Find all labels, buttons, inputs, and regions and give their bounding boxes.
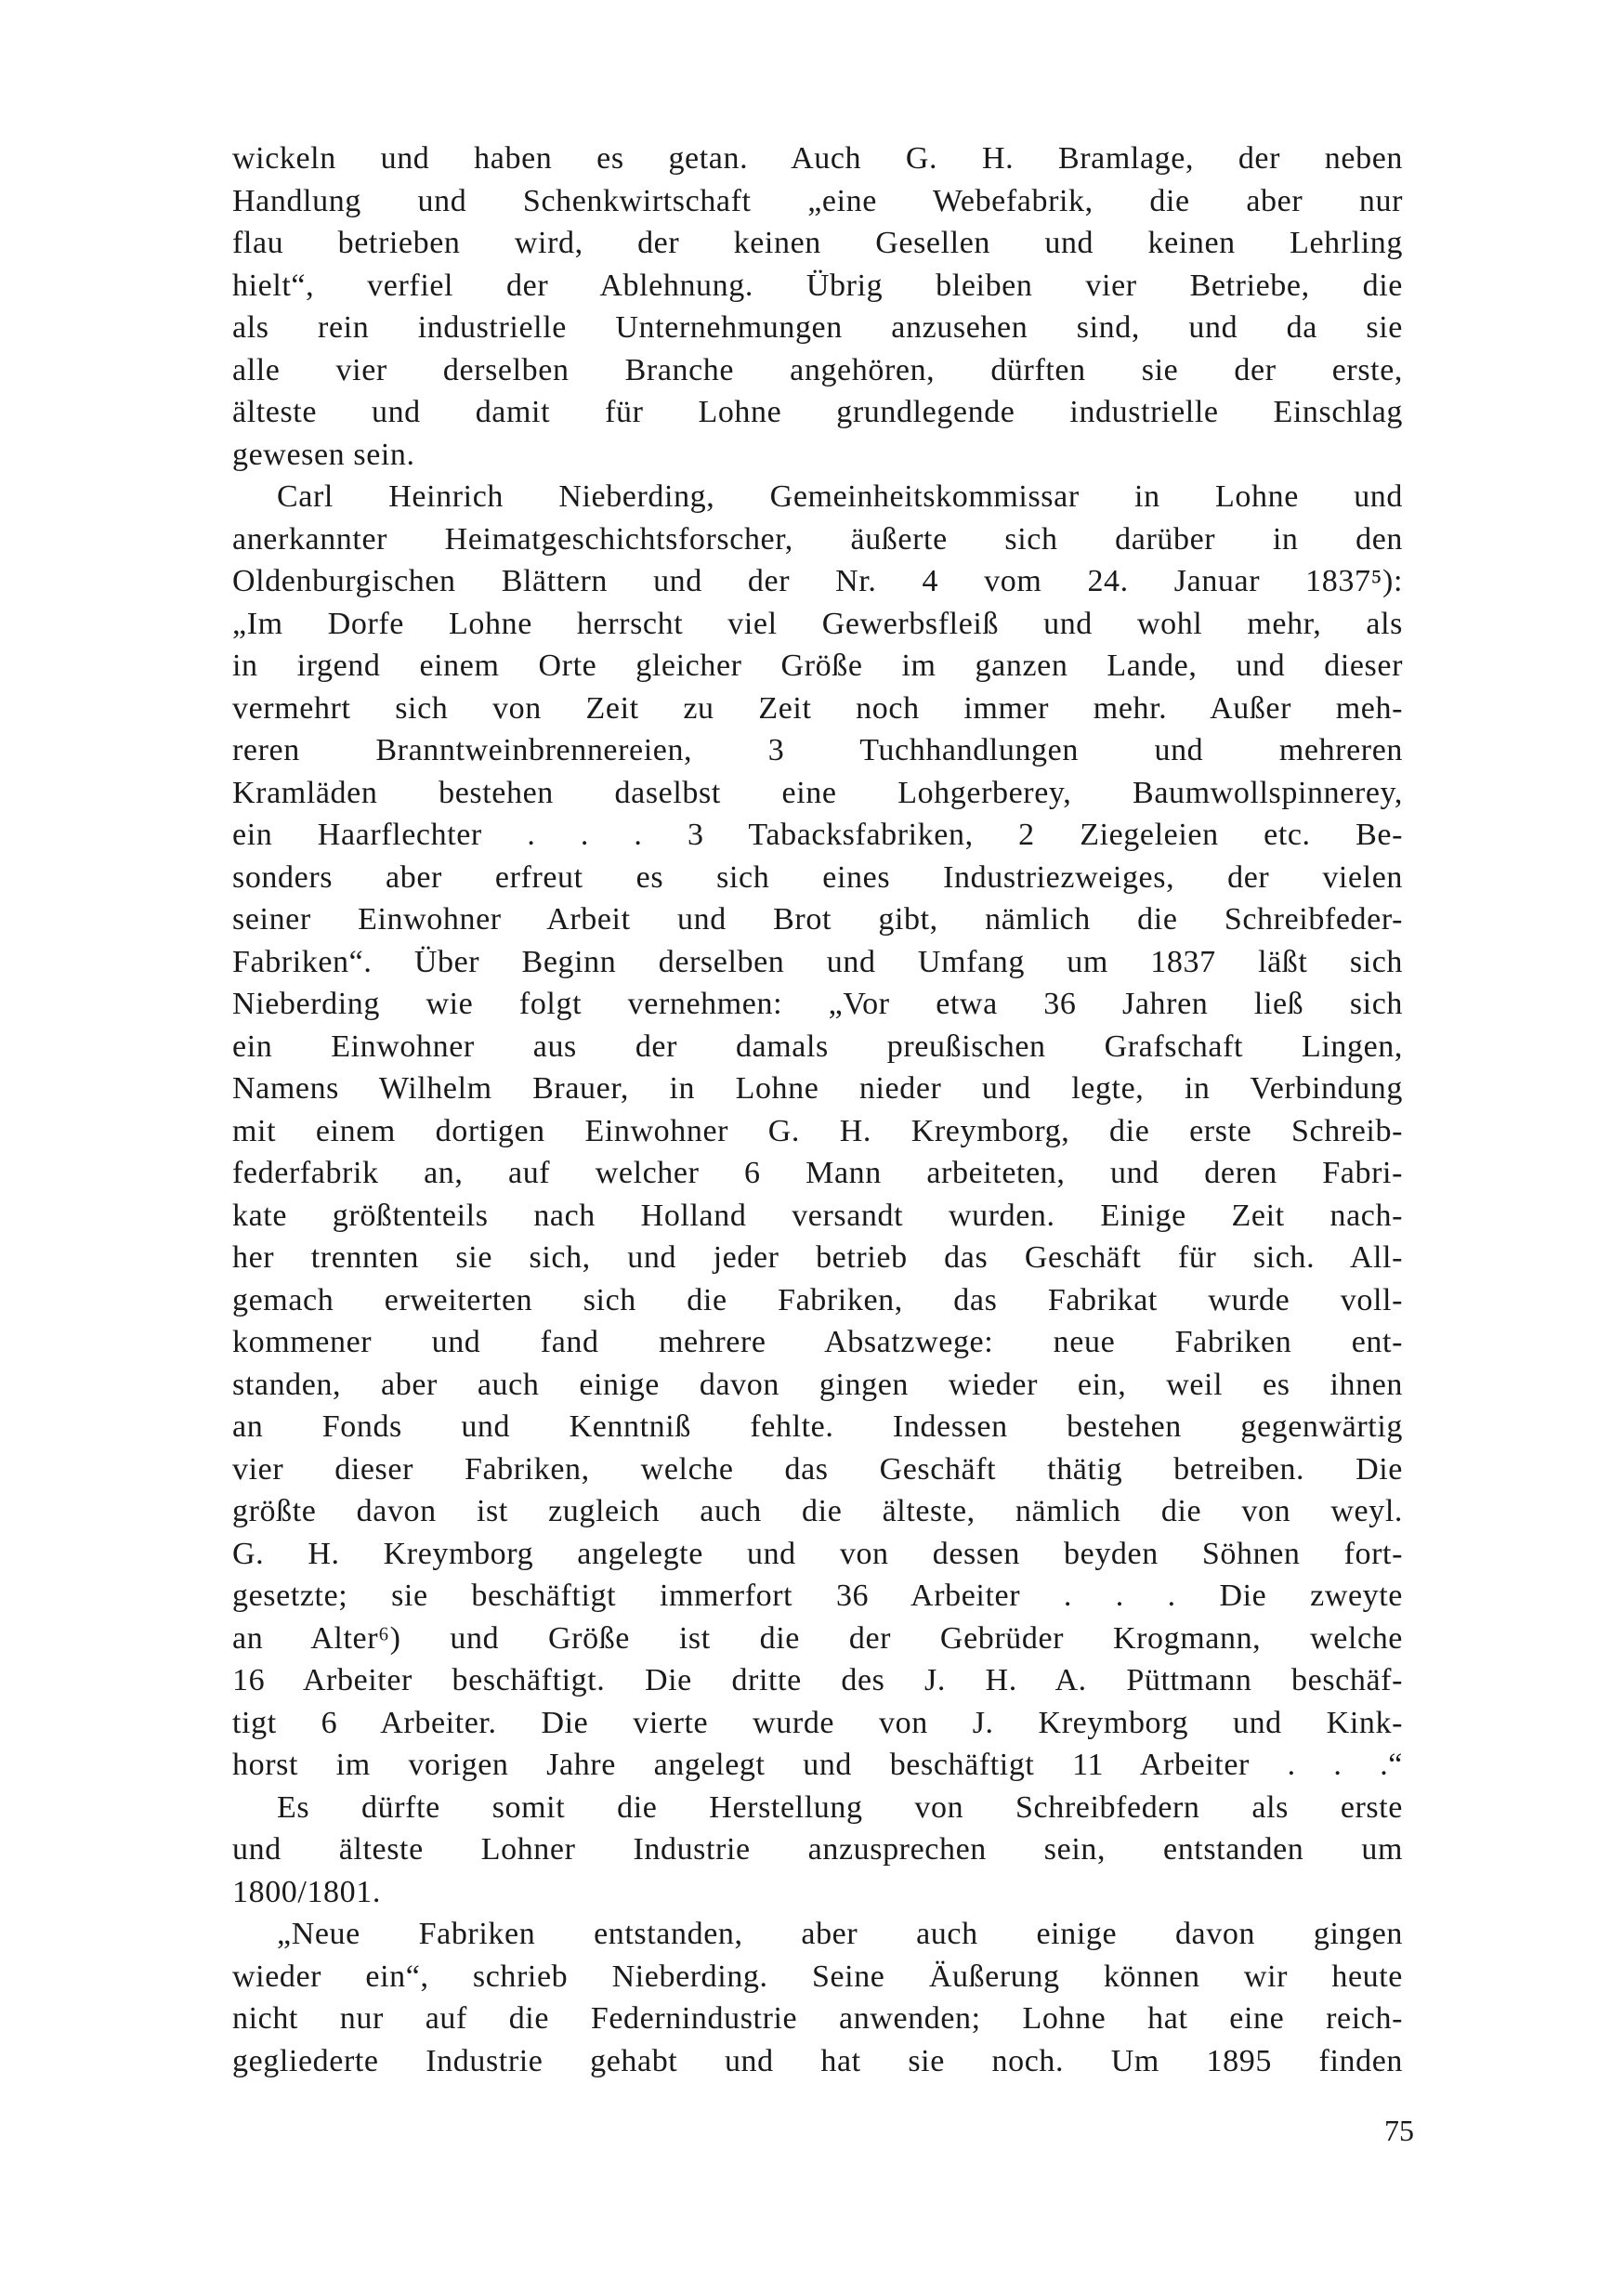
text-line: hielt“, verfiel der Ablehnung. Übrig bleiben vier Betriebe, die — [232, 268, 1403, 303]
text-line: federfabrik an, auf welcher 6 Mann arbeiteten, und deren Fabri- — [232, 1156, 1403, 1190]
text-line: mit einem dortigen Einwohner G. H. Kreymborg, die erste Schreib- — [232, 1113, 1403, 1148]
text-line: 1800/1801. — [232, 1874, 381, 1909]
text-line: tigt 6 Arbeiter. Die vierte wurde von J. Kreymborg und Kink- — [232, 1705, 1403, 1740]
text-line: ein Haarflechter . . . 3 Tabacksfabriken, 2 Ziegeleien etc. Be- — [232, 818, 1403, 852]
body-text — [232, 138, 1403, 2082]
text-line: Es dürfte somit die Herstellung von Schreibfedern als erste — [277, 1789, 1403, 1825]
text-line: G. H. Kreymborg angelegte und von dessen beyden Söhnen fort- — [232, 1536, 1403, 1571]
text-line: größte davon ist zugleich auch die älteste, nämlich die von weyl. — [232, 1494, 1403, 1528]
text-line: anerkannter Heimatgeschichtsforscher, äußerte sich darüber in den — [232, 521, 1403, 557]
text-line: als rein industrielle Unternehmungen anzusehen sind, und da sie — [232, 310, 1403, 345]
text-line: ein Einwohner aus der damals preußischen Grafschaft Lingen, — [232, 1029, 1403, 1064]
text-line: „Im Dorfe Lohne herrscht viel Gewerbsfleiß und wohl mehr, als — [232, 606, 1403, 641]
text-line: „Neue Fabriken entstanden, aber auch einige davon gingen — [277, 1917, 1403, 1951]
text-line: Namens Wilhelm Brauer, in Lohne nieder und legte, in Verbindung — [232, 1071, 1403, 1106]
text-line: kommener und fand mehrere Absatzwege: neue Fabriken ent- — [232, 1325, 1403, 1359]
text-line: gewesen sein. — [232, 437, 415, 472]
text-line: vier dieser Fabriken, welche das Geschäft thätig betreiben. Die — [232, 1451, 1403, 1487]
text-line: gegliederte Industrie gehabt und hat sie noch. Um 1895 finden — [232, 2043, 1403, 2078]
text-line: kate größtenteils nach Holland versandt wurden. Einige Zeit nach- — [232, 1198, 1403, 1233]
text-line: reren Branntweinbrennereien, 3 Tuchhandlungen und mehreren — [232, 733, 1403, 767]
text-line: horst im vorigen Jahre angelegt und beschäftigt 11 Arbeiter . . .“ — [232, 1748, 1403, 1782]
text-line: in irgend einem Orte gleicher Größe im ganzen Lande, und dieser — [232, 649, 1403, 683]
text-line: vermehrt sich von Zeit zu Zeit noch immer mehr. Außer meh- — [232, 690, 1403, 726]
text-line: 16 Arbeiter beschäftigt. Die dritte des J. H. A. Püttmann beschäf- — [232, 1663, 1403, 1697]
text-line: Carl Heinrich Nieberding, Gemeinheitskommissar in Lohne und — [277, 479, 1403, 514]
text-line: Fabriken“. Über Beginn derselben und Umfang um 1837 läßt sich — [232, 944, 1403, 979]
text-line: nicht nur auf die Federnindustrie anwenden; Lohne hat eine reich- — [232, 2001, 1403, 2036]
text-line: gesetzte; sie beschäftigt immerfort 36 Arbeiter . . . Die zweyte — [232, 1579, 1403, 1613]
text-line: und älteste Lohner Industrie anzusprechen sein, entstanden um — [232, 1832, 1403, 1867]
text-line: Handlung und Schenkwirtschaft „eine Webefabrik, die aber nur — [232, 183, 1403, 218]
text-line: gemach erweiterten sich die Fabriken, das Fabrikat wurde voll- — [232, 1282, 1403, 1317]
text-line: Oldenburgischen Blättern und der Nr. 4 vom 24. Januar 1837⁵): — [232, 564, 1403, 598]
text-line: an Alter⁶) und Größe ist die der Gebrüder Krogmann, welche — [232, 1620, 1403, 1656]
text-line: flau betrieben wird, der keinen Gesellen und keinen Lehrling — [232, 226, 1403, 260]
text-line: an Fonds und Kenntniß fehlte. Indessen bestehen gegenwärtig — [232, 1409, 1403, 1444]
text-line: wieder ein“, schrieb Nieberding. Seine Äußerung können wir heute — [232, 1959, 1403, 1994]
text-line: alle vier derselben Branche angehören, dürften sie der erste, — [232, 352, 1403, 387]
page-number: 75 — [1384, 2114, 1414, 2147]
text-line: seiner Einwohner Arbeit und Brot gibt, nämlich die Schreibfeder- — [232, 902, 1403, 937]
text-line: Nieberding wie folgt vernehmen: „Vor etwa 36 Jahren ließ sich — [232, 987, 1403, 1021]
text-line: sonders aber erfreut es sich eines Industriezweiges, der vielen — [232, 859, 1403, 895]
text-line: her trennten sie sich, und jeder betrieb das Geschäft für sich. All- — [232, 1240, 1403, 1275]
text-line: Kramläden bestehen daselbst eine Lohgerberey, Baumwollspinnerey, — [232, 775, 1403, 810]
text-line: älteste und damit für Lohne grundlegende industrielle Einschlag — [232, 395, 1403, 429]
text-line: wickeln und haben es getan. Auch G. H. Bramlage, der neben — [232, 141, 1403, 176]
text-line: standen, aber auch einige davon gingen wieder ein, weil es ihnen — [232, 1367, 1403, 1402]
